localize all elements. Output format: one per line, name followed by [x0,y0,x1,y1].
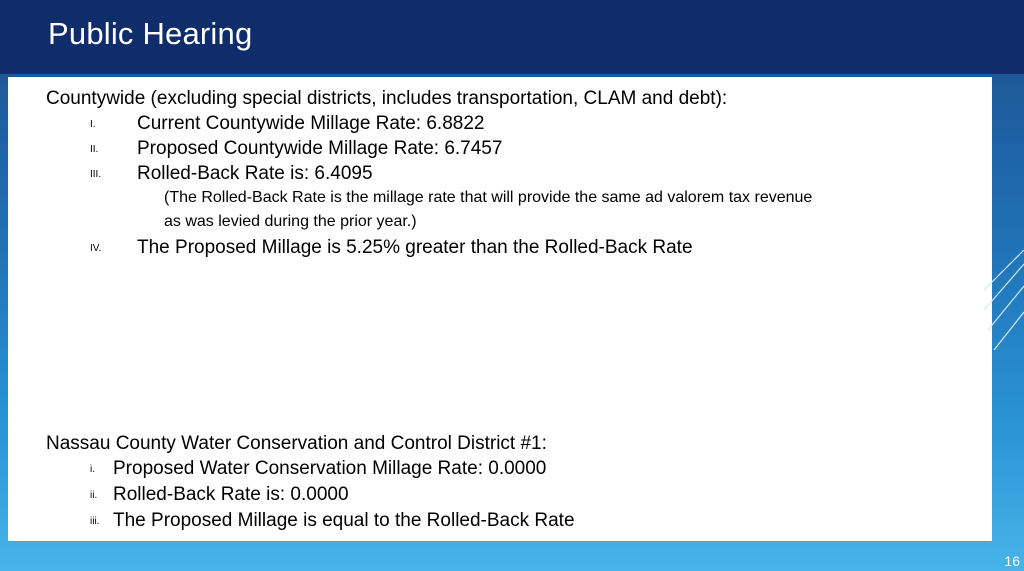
water-heading: Nassau County Water Conservation and Control District #1: [46,433,547,454]
list-text: Rolled-Back Rate is: 6.4095 [137,163,373,184]
page-number: 16 [1004,553,1020,569]
rolled-back-note-line2: as was levied during the prior year.) [164,213,417,230]
title-bar [0,0,1024,74]
list-numeral: III. [90,169,102,180]
list-numeral: II. [90,144,99,155]
list-text: Current Countywide Millage Rate: 6.8822 [137,113,485,134]
list-numeral: I. [90,119,96,130]
list-text: Proposed Countywide Millage Rate: 6.7457 [137,138,503,159]
slide-title: Public Hearing [48,16,253,51]
list-numeral: ii. [90,490,98,501]
list-numeral: iii. [90,516,100,527]
list-text: The Proposed Millage is 5.25% greater than the Rolled-Back Rate [137,237,693,258]
list-text: Proposed Water Conservation Millage Rate: 0.0000 [113,458,547,479]
countywide-heading: Countywide (excluding special districts, includes transportation, CLAM and debt): [46,88,728,109]
rolled-back-note-line1: (The Rolled-Back Rate is the millage rate that will provide the same ad valorem tax revenue [164,189,813,206]
list-numeral: i. [90,464,95,475]
list-text: Rolled-Back Rate is: 0.0000 [113,484,349,505]
list-text: The Proposed Millage is equal to the Rolled-Back Rate [113,510,575,531]
decorative-lines [984,250,1024,360]
list-numeral: IV. [90,243,102,254]
